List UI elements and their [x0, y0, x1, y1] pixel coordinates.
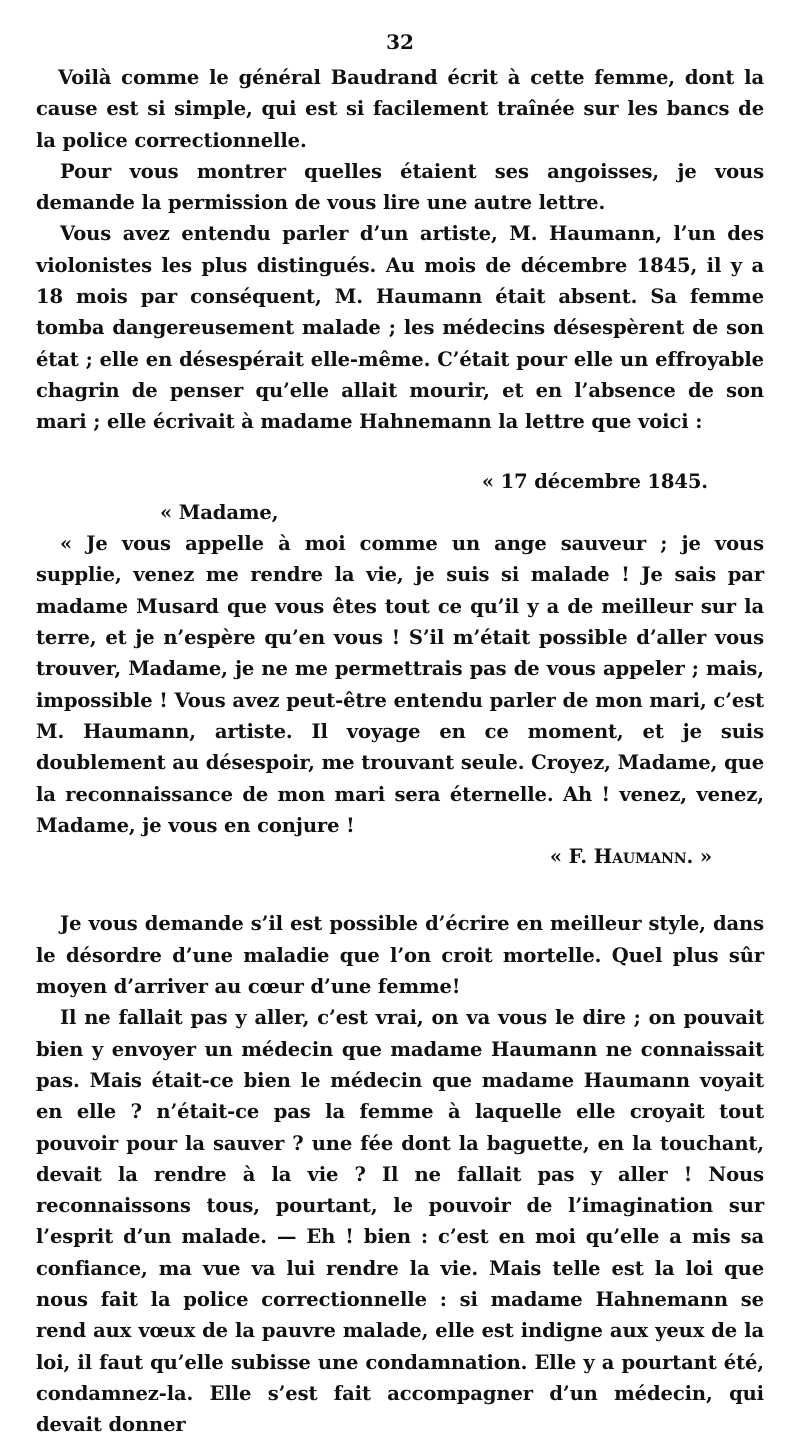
paragraph-5: Il ne fallait pas y aller, c’est vrai, on va vous le dire ; on pouvait bien y envoyer un médecin que madame Haumann ne connaissait pas. Mais était-ce bien le médecin que madame Haumann voyait en elle ? n’était-ce pas la femme à laquelle elle croyait tout pouvoir pour la sauver ? une fée dont la baguette, en la touchant, devait la rendre à la vie ? Il ne fallait pas y aller ! Nous reconnaissons tous, pourtant, le pouvoir de l’imagination sur l’esprit d’un malade. — Eh ! bien : c’est en moi qu’elle a mis sa confiance, ma vue va lui rendre la vie. Mais telle est la loi que nous fait la police correctionnelle : si madame Hahnemann se rend aux vœux de la pauvre malade, elle est indigne aux yeux de la loi, il faut qu’elle subisse une condamnation. Elle y a pourtant été, condamnez-la. Elle s’est fait accompagner d’un médecin, qui devait donner	[36, 1006, 764, 1437]
body-text-top	[36, 62, 764, 1440]
letter-signature	[36, 841, 764, 872]
paragraph-2: Pour vous montrer quelles étaient ses angoisses, je vous demande la permission de vous lire une autre lettre.	[36, 159, 764, 215]
signature-prefix: « F. H	[549, 845, 613, 869]
page-number: 32	[386, 30, 414, 54]
signature-suffix: . »	[686, 845, 712, 869]
paragraph-3: Vous avez entendu parler d’un artiste, M. Haumann, l’un des violonistes les plus distingués. Au mois de décembre 1845, il y a 18 mois par conséquent, M. Haumann était absent. Sa femme tomba dangereusement malade ; les médecins désespèrent de son état ; elle en désespérait elle-même. C’était pour elle un effroyable chagrin de penser qu’elle allait mourir, et en l’absence de son mari ; elle écrivait à madame Hahnemann la lettre que voici :	[36, 222, 764, 434]
paragraph-1: Voilà comme le général Baudrand écrit à cette femme, dont la cause est si simple, qui est si facilement traînée sur les bancs de la police correctionnelle.	[36, 66, 764, 152]
section-spacer	[36, 872, 764, 908]
letter-date: « 17 décembre 1845.	[481, 469, 708, 493]
signature-small-caps: aumann	[612, 845, 687, 869]
letter-salutation: « Madame,	[160, 500, 279, 524]
paragraph-4: Je vous demande s’il est possible d’écrire en meilleur style, dans le désordre d’une maladie que l’on croit mortelle. Quel plus sûr moyen d’arriver au cœur d’une femme!	[36, 912, 764, 999]
letter-body: « Je vous appelle à moi comme un ange sauveur ; je vous supplie, venez me rendre la vie, je suis si malade ! Je sais par madame Musard que vous êtes tout ce qu’il y a de meilleur sur la terre, et je n’espère qu’en vous ! S’il m’était possible d’aller vous trouver, Madame, je ne me permettrais pas de vous appeler ; mais, impossible ! Vous avez peut-être entendu parler de mon mari, c’est M. Haumann, artiste. Il voyage en ce moment, et je suis doublement au désespoir, me trouvant seule. Croyez, Madame, que la reconnaissance de mon mari sera éternelle. Ah ! venez, venez, Madame, je vous en conjure !	[36, 532, 764, 837]
